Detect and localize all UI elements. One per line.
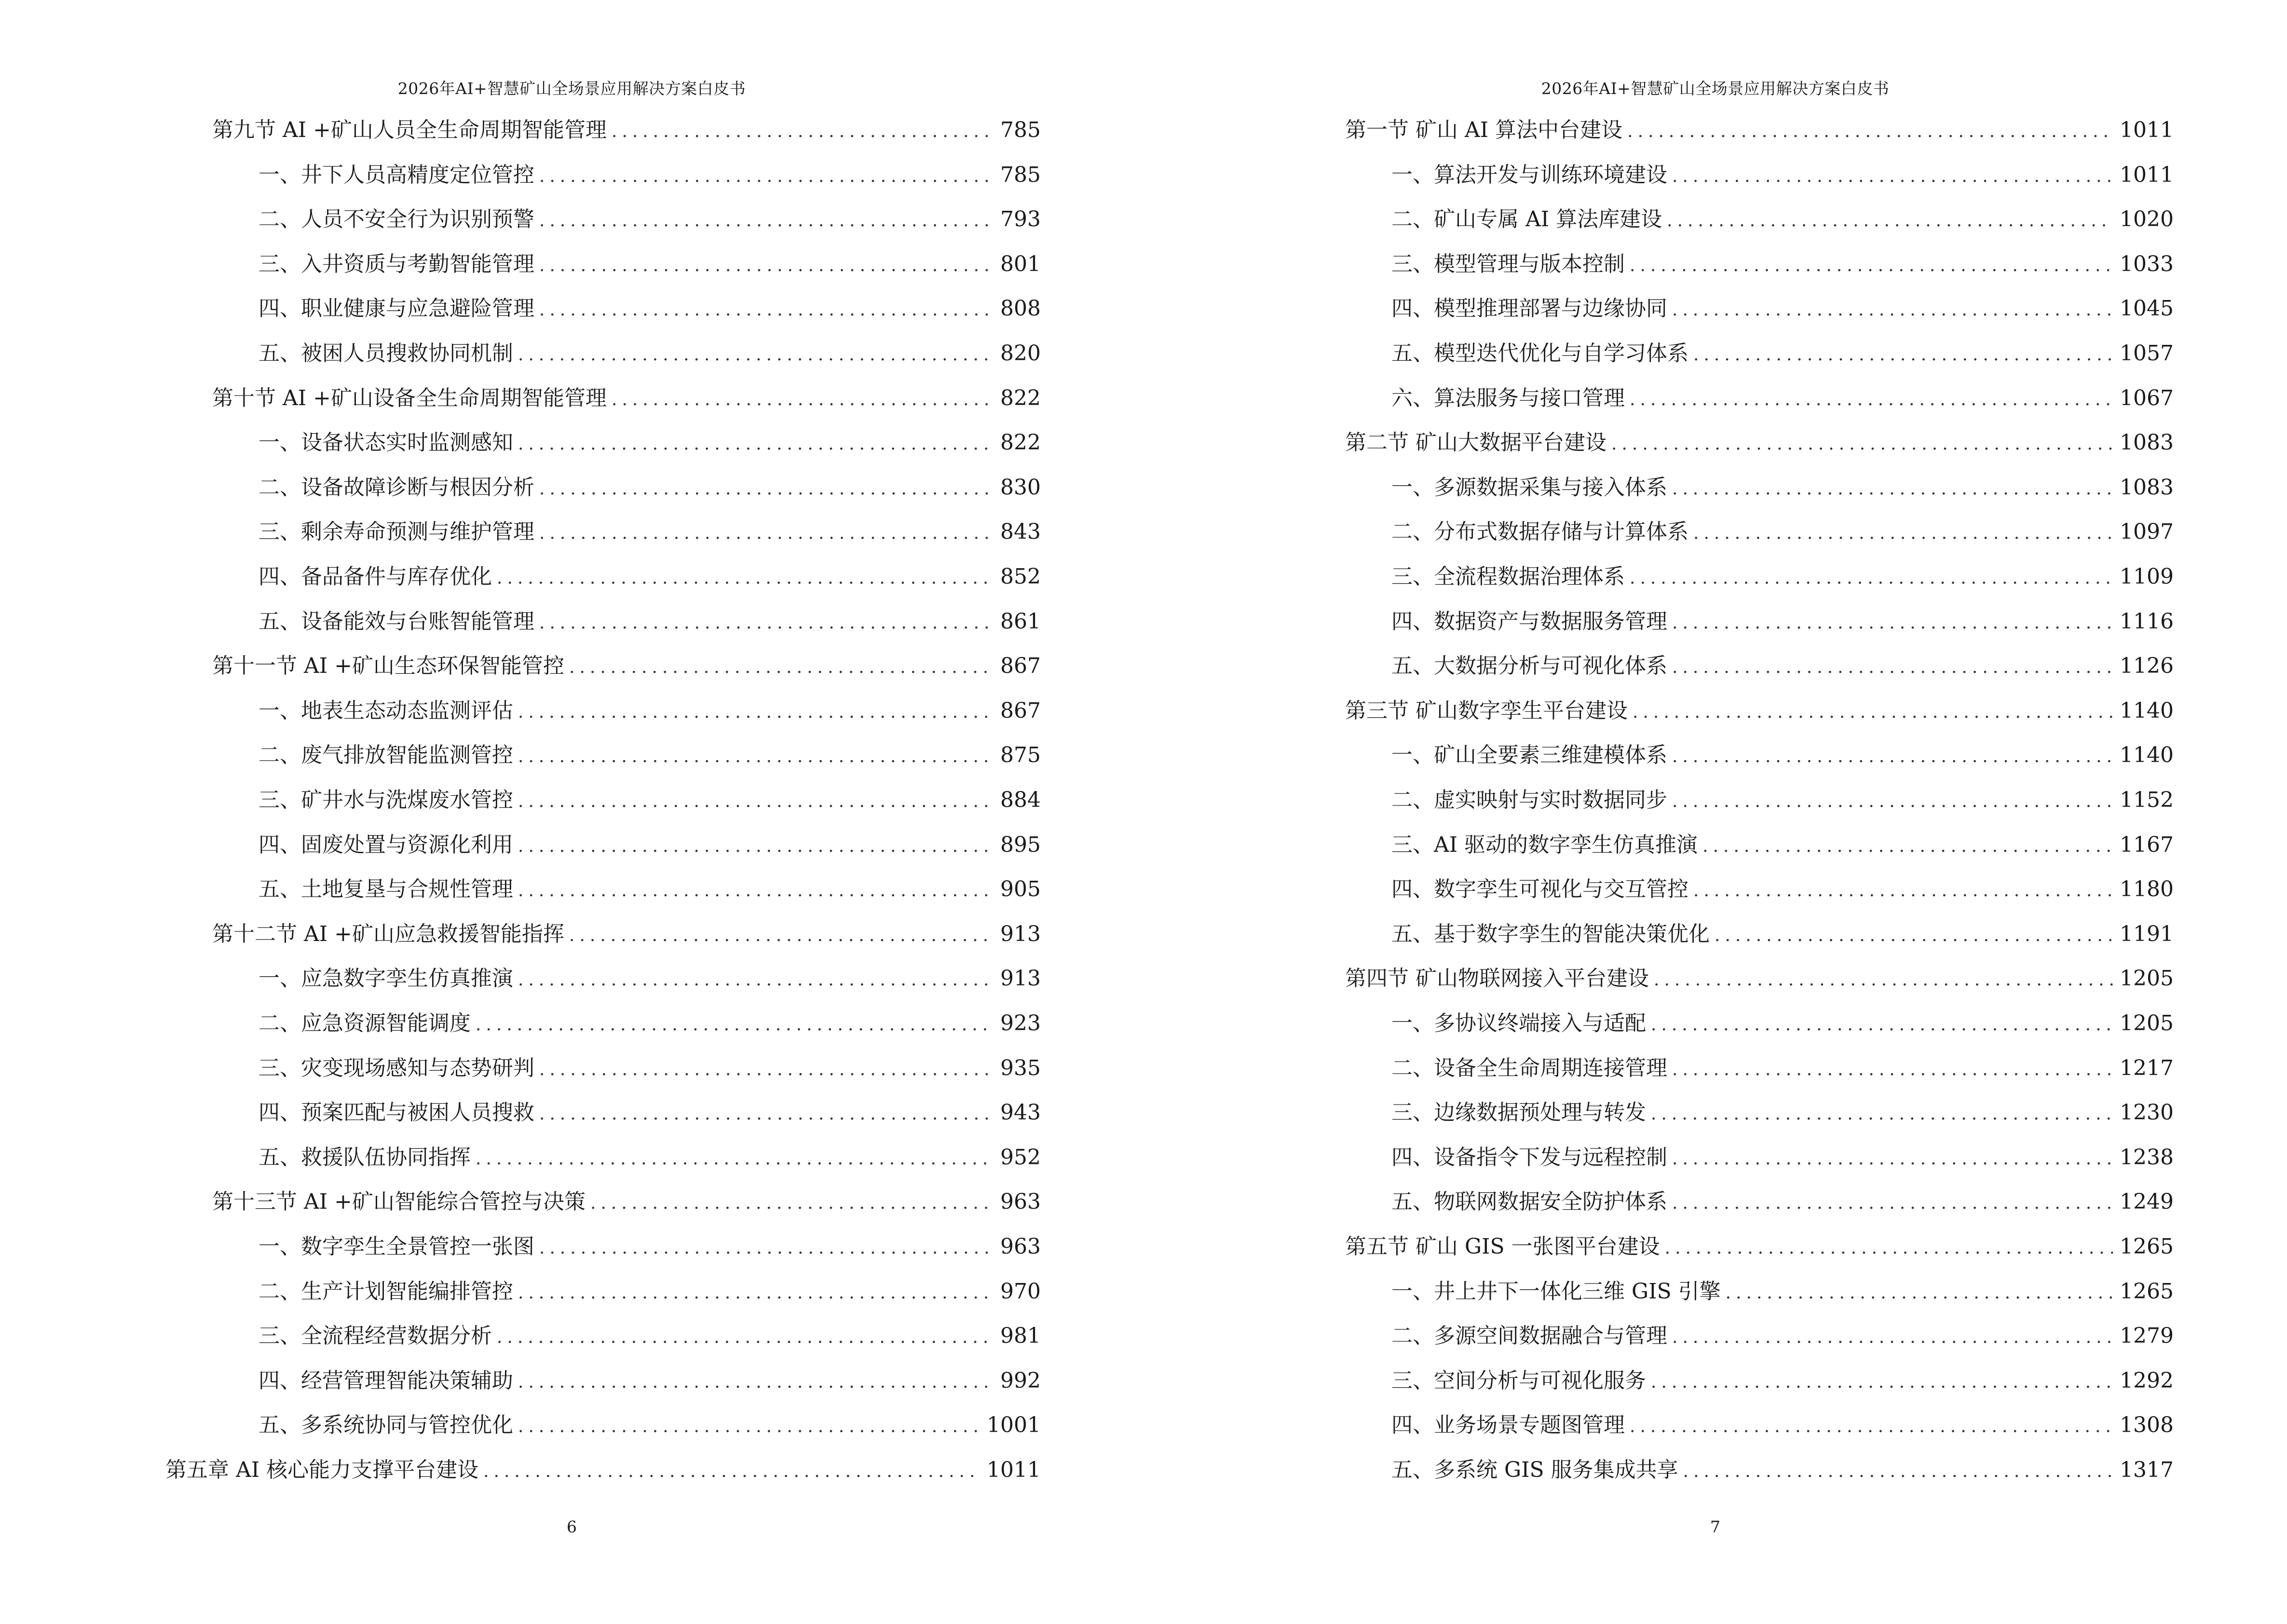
- toc-entry-title: 二、虚实映射与实时数据同步: [1391, 788, 1667, 812]
- toc-entry-title: 五、救援队伍协同指挥: [259, 1145, 471, 1170]
- toc-leader-dots: [1672, 1189, 2113, 1218]
- toc-entry-page-number: 905: [1000, 877, 1041, 902]
- toc-leader-dots: [1667, 206, 2113, 235]
- toc-entry-title: 第二节 矿山大数据平台建设: [1345, 430, 1606, 455]
- toc-leader-dots: [1672, 1323, 2113, 1352]
- toc-leader-dots: [1693, 876, 2113, 905]
- toc-entry-page-number: 1292: [2120, 1368, 2174, 1393]
- toc-leader-dots: [539, 1100, 994, 1129]
- toc-entry[interactable]: [165, 1456, 1041, 1485]
- toc-entry-page-number: 875: [1000, 743, 1041, 768]
- toc-entry[interactable]: [1391, 473, 2174, 502]
- toc-leader-dots: [1651, 1368, 2113, 1397]
- toc-entry-page-number: 992: [1000, 1368, 1041, 1393]
- toc-entry[interactable]: [259, 339, 1041, 368]
- toc-leader-dots: [590, 1189, 994, 1218]
- toc-entry[interactable]: [1391, 1098, 2174, 1127]
- toc-entry-title: 四、固废处置与资源化利用: [259, 832, 513, 857]
- toc-entry-page-number: 808: [1000, 296, 1041, 321]
- toc-leader-dots: [1611, 430, 2113, 459]
- toc-entry-title: 四、预案匹配与被困人员搜救: [259, 1100, 534, 1125]
- toc-leader-dots: [539, 1234, 994, 1263]
- toc-entry[interactable]: [259, 1054, 1041, 1083]
- toc-leader-dots: [1630, 385, 2113, 414]
- toc-entry-page-number: 1217: [2120, 1055, 2174, 1080]
- toc-entry-title: 五、物联网数据安全防护体系: [1391, 1189, 1667, 1215]
- toc-entry[interactable]: [259, 205, 1041, 234]
- toc-entry-title: 一、设备状态实时监测感知: [259, 430, 513, 455]
- toc-leader-dots: [569, 653, 994, 682]
- toc-entry-title: 第五章 AI 核心能力支撑平台建设: [165, 1458, 479, 1482]
- toc-entry[interactable]: [259, 562, 1041, 591]
- right-page: [1144, 0, 2287, 1624]
- toc-leader-dots: [518, 876, 994, 905]
- toc-leader-dots: [539, 519, 994, 548]
- toc-leader-dots: [1630, 251, 2113, 280]
- toc-entry-page-number: 822: [1000, 430, 1041, 455]
- toc-entry-page-number: 963: [1000, 1234, 1041, 1259]
- toc-entry-title: 二、多源空间数据融合与管理: [1391, 1324, 1667, 1349]
- toc-entry[interactable]: [1391, 384, 2174, 413]
- toc-entry-title: 四、数字孪生可视化与交互管控: [1391, 877, 1688, 902]
- toc-entry-title: 四、数据资产与数据服务管理: [1391, 609, 1667, 634]
- toc-entry[interactable]: [1391, 607, 2174, 636]
- toc-entry-title: 四、设备指令下发与远程控制: [1391, 1145, 1667, 1170]
- toc-entry-title: 五、被困人员搜救协同机制: [259, 341, 513, 366]
- toc-entry-title: 四、职业健康与应急避险管理: [259, 296, 534, 321]
- toc-entry-page-number: 1230: [2120, 1100, 2174, 1125]
- toc-entry[interactable]: [212, 116, 1041, 145]
- toc-entry-page-number: 1279: [2120, 1324, 2174, 1349]
- toc-entry-title: 第十三节 AI +矿山智能综合管控与决策: [212, 1189, 585, 1215]
- toc-entry-title: 五、大数据分析与可视化体系: [1391, 654, 1667, 679]
- toc-entry-page-number: 852: [1000, 564, 1041, 589]
- toc-entry-page-number: 963: [1000, 1189, 1041, 1215]
- toc-entry-title: 五、多系统 GIS 服务集成共享: [1391, 1458, 1678, 1482]
- toc-entry-page-number: 1180: [2120, 877, 2174, 902]
- toc-entry[interactable]: [1391, 1187, 2174, 1216]
- toc-entry-page-number: 1001: [987, 1413, 1041, 1438]
- toc-entry-page-number: 970: [1000, 1279, 1041, 1304]
- toc-leader-dots: [1630, 564, 2113, 593]
- toc-entry-page-number: 1033: [2120, 251, 2174, 276]
- toc-entry-page-number: 1238: [2120, 1145, 2174, 1170]
- toc-entry-page-number: 1265: [2120, 1234, 2174, 1259]
- toc-entry-page-number: 1152: [2120, 788, 2174, 812]
- toc-entry-page-number: 1083: [2120, 475, 2174, 500]
- toc-entry[interactable]: [259, 1277, 1041, 1306]
- toc-leader-dots: [518, 1412, 980, 1441]
- toc-entry-page-number: 1191: [2120, 921, 2174, 946]
- toc-entry-title: 第十节 AI +矿山设备全生命周期智能管理: [212, 385, 607, 410]
- toc-entry[interactable]: [1391, 1411, 2174, 1440]
- toc-leader-dots: [518, 341, 994, 369]
- toc-leader-dots: [539, 1055, 994, 1084]
- toc-entry-page-number: 952: [1000, 1145, 1041, 1170]
- toc-entry-title: 一、算法开发与训练环境建设: [1391, 162, 1667, 187]
- toc-entry[interactable]: [212, 384, 1041, 413]
- toc-entry[interactable]: [1391, 1366, 2174, 1395]
- toc-leader-dots: [518, 430, 994, 459]
- toc-entry-page-number: 1249: [2120, 1189, 2174, 1215]
- toc-entry-title: 三、剩余寿命预测与维护管理: [259, 519, 534, 545]
- toc-leader-dots: [483, 1457, 980, 1486]
- toc-entry-title: 五、模型迭代优化与自学习体系: [1391, 341, 1688, 366]
- toc-leader-dots: [1726, 1279, 2113, 1308]
- toc-entry[interactable]: [1391, 562, 2174, 591]
- toc-entry-title: 一、多协议终端接入与适配: [1391, 1011, 1646, 1036]
- toc-entry-title: 四、备品备件与库存优化: [259, 564, 492, 589]
- toc-entry-title: 五、土地复垦与合规性管理: [259, 877, 513, 902]
- toc-leader-dots: [1651, 1100, 2113, 1129]
- toc-entry[interactable]: [1391, 250, 2174, 279]
- page-number: 7: [1710, 1517, 1720, 1536]
- toc-entry[interactable]: [1391, 161, 2174, 190]
- toc-entry-page-number: 820: [1000, 341, 1041, 366]
- toc-leader-dots: [518, 1368, 994, 1397]
- toc-entry[interactable]: [1391, 786, 2174, 815]
- toc-entry-title: 二、人员不安全行为识别预警: [259, 207, 534, 232]
- toc-entry[interactable]: [259, 1143, 1041, 1172]
- toc-entry[interactable]: [259, 607, 1041, 636]
- toc-leader-dots: [1672, 742, 2113, 771]
- toc-leader-dots: [518, 832, 994, 861]
- toc-entry[interactable]: [259, 294, 1041, 323]
- toc-entry-page-number: 1067: [2120, 385, 2174, 410]
- toc-entry-title: 二、废气排放智能监测管控: [259, 743, 513, 768]
- toc-entry-page-number: 1317: [2120, 1458, 2174, 1482]
- toc-leader-dots: [1665, 1234, 2113, 1263]
- page-number: 6: [567, 1517, 577, 1536]
- toc-entry[interactable]: [259, 696, 1041, 725]
- toc-entry-title: 第四节 矿山物联网接入平台建设: [1345, 966, 1649, 991]
- toc-entry-page-number: 895: [1000, 832, 1041, 857]
- toc-entry[interactable]: [259, 1232, 1041, 1261]
- toc-leader-dots: [1672, 787, 2113, 816]
- toc-entry[interactable]: [1345, 116, 2174, 145]
- toc-leader-dots: [1702, 832, 2113, 861]
- toc-entry-page-number: 1020: [2120, 207, 2174, 232]
- toc-entry[interactable]: [259, 518, 1041, 546]
- toc-entry-title: 五、多系统协同与管控优化: [259, 1413, 513, 1438]
- toc-entry-page-number: 843: [1000, 519, 1041, 545]
- toc-entry-page-number: 861: [1000, 609, 1041, 634]
- toc-entry[interactable]: [259, 1009, 1041, 1038]
- toc-entry[interactable]: [259, 1098, 1041, 1127]
- toc-entry-title: 第九节 AI +矿山人员全生命周期智能管理: [212, 118, 607, 142]
- toc-entry-title: 三、矿井水与洗煤废水管控: [259, 788, 513, 812]
- toc-entry-title: 一、井下人员高精度定位管控: [259, 162, 534, 187]
- toc-entry-title: 第三节 矿山数字孪生平台建设: [1345, 698, 1628, 723]
- toc-entry-title: 三、边缘数据预处理与转发: [1391, 1100, 1646, 1125]
- toc-entry-page-number: 1140: [2120, 743, 2174, 768]
- toc-leader-dots: [1683, 1457, 2113, 1486]
- toc-leader-dots: [1672, 653, 2113, 682]
- toc-entry-page-number: 1057: [2120, 341, 2174, 366]
- toc-leader-dots: [539, 609, 994, 638]
- toc-leader-dots: [1672, 1145, 2113, 1174]
- toc-entry-page-number: 822: [1000, 385, 1041, 410]
- toc-entry-title: 五、设备能效与台账智能管理: [259, 609, 534, 634]
- toc-entry[interactable]: [259, 473, 1041, 502]
- toc-entry-title: 三、模型管理与版本控制: [1391, 251, 1625, 276]
- toc-entry-title: 四、模型推理部署与边缘协同: [1391, 296, 1667, 321]
- toc-entry-page-number: 793: [1000, 207, 1041, 232]
- toc-entry-title: 一、多源数据采集与接入体系: [1391, 475, 1667, 500]
- toc-leader-dots: [1633, 698, 2113, 727]
- toc-leader-dots: [476, 1145, 994, 1174]
- toc-entry[interactable]: [1391, 652, 2174, 681]
- toc-entry-page-number: 913: [1000, 966, 1041, 991]
- toc-leader-dots: [539, 475, 994, 504]
- page-header: 2026年AI+智慧矿山全场景应用解决方案白皮书: [1541, 79, 1890, 98]
- toc-leader-dots: [1693, 519, 2113, 548]
- toc-entry[interactable]: [212, 652, 1041, 681]
- toc-entry-page-number: 867: [1000, 654, 1041, 679]
- toc-entry-page-number: 1083: [2120, 430, 2174, 455]
- toc-leader-dots: [1715, 921, 2113, 950]
- toc-entry[interactable]: [259, 161, 1041, 190]
- toc-entry-page-number: 1116: [2120, 609, 2174, 634]
- toc-entry-title: 五、基于数字孪生的智能决策优化: [1391, 921, 1710, 946]
- toc-entry[interactable]: [1391, 205, 2174, 234]
- toc-leader-dots: [518, 742, 994, 771]
- toc-leader-dots: [476, 1010, 994, 1039]
- toc-leader-dots: [612, 117, 994, 146]
- toc-entry[interactable]: [1391, 518, 2174, 546]
- toc-entry-page-number: 1140: [2120, 698, 2174, 723]
- toc-entry-page-number: 913: [1000, 921, 1041, 946]
- toc-entry-title: 六、算法服务与接口管理: [1391, 385, 1625, 410]
- toc-entry-page-number: 1109: [2120, 564, 2174, 589]
- toc-entry[interactable]: [1391, 1277, 2174, 1306]
- toc-entry-page-number: 923: [1000, 1011, 1041, 1036]
- toc-entry[interactable]: [1391, 1009, 2174, 1038]
- toc-entry[interactable]: [259, 964, 1041, 993]
- toc-entry[interactable]: [1391, 1143, 2174, 1172]
- toc-entry-page-number: 1011: [2120, 162, 2174, 187]
- toc-entry[interactable]: [1391, 875, 2174, 904]
- toc-entry-page-number: 1205: [2120, 1011, 2174, 1036]
- toc-entry[interactable]: [259, 1322, 1041, 1351]
- toc-entry[interactable]: [259, 250, 1041, 279]
- toc-entry-title: 四、经营管理智能决策辅助: [259, 1368, 513, 1393]
- toc-leader-dots: [539, 206, 994, 235]
- toc-leader-dots: [1672, 475, 2113, 504]
- toc-entry[interactable]: [259, 1366, 1041, 1395]
- toc-entry-page-number: 1097: [2120, 519, 2174, 545]
- toc-entry[interactable]: [1391, 741, 2174, 770]
- toc-entry-page-number: 981: [1000, 1324, 1041, 1349]
- toc-entry-title: 三、全流程数据治理体系: [1391, 564, 1625, 589]
- toc-entry-page-number: 1167: [2120, 832, 2174, 857]
- toc-leader-dots: [518, 966, 994, 995]
- toc-entry-title: 一、井上井下一体化三维 GIS 引擎: [1391, 1279, 1721, 1304]
- toc-entry-page-number: 935: [1000, 1055, 1041, 1080]
- toc-entry[interactable]: [1345, 1232, 2174, 1261]
- toc-entry[interactable]: [259, 875, 1041, 904]
- toc-leader-dots: [518, 698, 994, 727]
- toc-entry-page-number: 1011: [2120, 118, 2174, 142]
- toc-entry-title: 二、设备故障诊断与根因分析: [259, 475, 534, 500]
- toc-leader-dots: [497, 564, 994, 593]
- toc-leader-dots: [1672, 162, 2113, 191]
- toc-entry-title: 三、全流程经营数据分析: [259, 1324, 492, 1349]
- toc-entry-title: 第十一节 AI +矿山生态环保智能管控: [212, 654, 564, 679]
- toc-entry-title: 二、应急资源智能调度: [259, 1011, 471, 1036]
- toc-entry-title: 三、入井资质与考勤智能管理: [259, 251, 534, 276]
- toc-leader-dots: [1654, 966, 2113, 995]
- toc-leader-dots: [539, 251, 994, 280]
- toc-entry-page-number: 801: [1000, 251, 1041, 276]
- toc-entry-title: 二、分布式数据存储与计算体系: [1391, 519, 1688, 545]
- toc-leader-dots: [1627, 117, 2113, 146]
- toc-entry[interactable]: [1391, 339, 2174, 368]
- toc-entry-page-number: 1045: [2120, 296, 2174, 321]
- toc-entry[interactable]: [1391, 294, 2174, 323]
- toc-entry-title: 四、业务场景专题图管理: [1391, 1413, 1625, 1438]
- toc-entry-page-number: 867: [1000, 698, 1041, 723]
- toc-leader-dots: [1672, 1055, 2113, 1084]
- toc-entry-title: 三、空间分析与可视化服务: [1391, 1368, 1646, 1393]
- toc-entry-page-number: 1011: [987, 1458, 1041, 1482]
- toc-entry-page-number: 1126: [2120, 654, 2174, 679]
- page-header: 2026年AI+智慧矿山全场景应用解决方案白皮书: [397, 79, 746, 98]
- toc-entry[interactable]: [1391, 1322, 2174, 1351]
- toc-entry-page-number: 1308: [2120, 1413, 2174, 1438]
- toc-entry-title: 一、数字孪生全景管控一张图: [259, 1234, 534, 1259]
- toc-entry[interactable]: [1345, 964, 2174, 993]
- toc-entry-title: 第十二节 AI +矿山应急救援智能指挥: [212, 921, 564, 946]
- toc-leader-dots: [1693, 341, 2113, 369]
- toc-entry[interactable]: [1391, 1456, 2174, 1485]
- toc-entry-title: 三、灾变现场感知与态势研判: [259, 1055, 534, 1080]
- toc-leader-dots: [1651, 1010, 2113, 1039]
- toc-entry[interactable]: [259, 1411, 1041, 1440]
- toc-entry-page-number: 785: [1000, 118, 1041, 142]
- toc-entry-title: 二、生产计划智能编排管控: [259, 1279, 513, 1304]
- toc-entry-title: 第五节 矿山 GIS 一张图平台建设: [1345, 1234, 1660, 1259]
- toc-entry[interactable]: [1345, 428, 2174, 457]
- toc-entry-page-number: 884: [1000, 788, 1041, 812]
- toc-entry-title: 二、矿山专属 AI 算法库建设: [1391, 207, 1662, 232]
- toc-entry[interactable]: [259, 831, 1041, 860]
- toc-entry[interactable]: [212, 1187, 1041, 1216]
- toc-leader-dots: [1630, 1412, 2113, 1441]
- toc-entry[interactable]: [259, 741, 1041, 770]
- toc-entry[interactable]: [1391, 1054, 2174, 1083]
- toc-entry-page-number: 1205: [2120, 966, 2174, 991]
- toc-entry[interactable]: [1391, 831, 2174, 860]
- toc-entry-title: 一、应急数字孪生仿真推演: [259, 966, 513, 991]
- toc-entry[interactable]: [1345, 696, 2174, 725]
- toc-entry-page-number: 1265: [2120, 1279, 2174, 1304]
- toc-leader-dots: [518, 787, 994, 816]
- toc-leader-dots: [569, 921, 994, 950]
- toc-leader-dots: [539, 296, 994, 325]
- toc-entry-title: 二、设备全生命周期连接管理: [1391, 1055, 1667, 1080]
- toc-entry[interactable]: [259, 428, 1041, 457]
- toc-entry-page-number: 943: [1000, 1100, 1041, 1125]
- toc-entry-page-number: 830: [1000, 475, 1041, 500]
- toc-leader-dots: [1672, 296, 2113, 325]
- toc-entry[interactable]: [212, 920, 1041, 949]
- toc-entry-page-number: 785: [1000, 162, 1041, 187]
- toc-entry-title: 第一节 矿山 AI 算法中台建设: [1345, 118, 1623, 142]
- toc-entry[interactable]: [1391, 920, 2174, 949]
- toc-leader-dots: [612, 385, 994, 414]
- toc-entry-title: 三、AI 驱动的数字孪生仿真推演: [1391, 832, 1698, 857]
- toc-entry[interactable]: [259, 786, 1041, 815]
- toc-leader-dots: [497, 1323, 994, 1352]
- toc-entry-title: 一、地表生态动态监测评估: [259, 698, 513, 723]
- toc-leader-dots: [1672, 609, 2113, 638]
- toc-leader-dots: [518, 1279, 994, 1308]
- toc-leader-dots: [539, 162, 994, 191]
- toc-entry-title: 一、矿山全要素三维建模体系: [1391, 743, 1667, 768]
